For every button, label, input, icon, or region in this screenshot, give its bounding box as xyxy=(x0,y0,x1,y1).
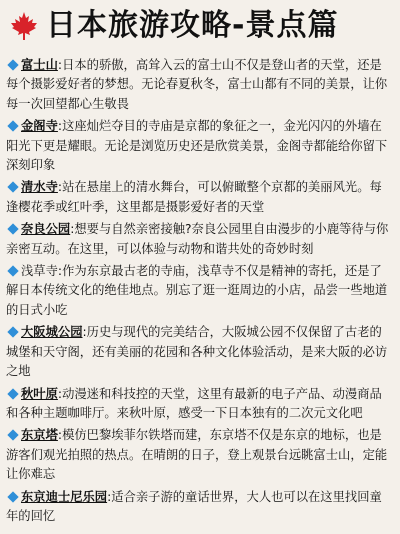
attraction-name-link: 浅草寺 xyxy=(21,264,58,279)
attraction-description: 历史与现代的完美结合，大阪城公园不仅保留了古老的城堡和天守阁，还有美丽的花园和各种文化体验活动，是来大阪的必访之地 xyxy=(6,325,388,379)
page-title: 日本旅游攻略-景点篇 xyxy=(46,8,339,43)
list-item xyxy=(6,426,394,484)
list-item xyxy=(6,220,394,259)
attraction-name-link[interactable]: 清水寺 xyxy=(21,180,58,195)
attraction-description: 动漫迷和科技控的天堂，这里有最新的电子产品、动漫商品和各种主题咖啡厅。来秋叶原，感受一下日本独有的二次元文化吧 xyxy=(6,386,382,420)
separator-colon: : xyxy=(107,489,112,504)
attraction-list xyxy=(0,52,400,526)
bullet-diamond-icon xyxy=(7,224,18,235)
bullet-diamond-icon xyxy=(7,265,18,276)
attraction-name-link[interactable]: 东京塔 xyxy=(21,428,58,443)
bullet-diamond-icon xyxy=(7,182,18,193)
header xyxy=(0,0,400,52)
attraction-description: 适合亲子游的童话世界，大人也可以在这里找回童年的回忆 xyxy=(6,489,382,523)
list-item xyxy=(6,178,394,217)
separator-colon: : xyxy=(70,222,75,237)
attraction-description: 站在悬崖上的清水舞台，可以俯瞰整个京都的美丽风光。每逢樱花季或红叶季，这里都是摄影爱好者的天堂 xyxy=(6,180,382,214)
attraction-name-link[interactable]: 秋叶原 xyxy=(21,386,58,401)
attraction-description: 这座灿烂夺目的寺庙是京都的象征之一，金光闪闪的外墙在阳光下更是耀眼。无论是浏览历史还是欣赏美景，金阁寺都能给你留下深刻印象 xyxy=(6,119,388,173)
bullet-diamond-icon xyxy=(7,327,18,338)
attraction-name-link[interactable]: 大阪城公园 xyxy=(21,325,83,340)
attraction-description: 想要与自然亲密接触?奈良公园里自由漫步的小鹿等待与你亲密互动。在这里，可以体验与动物和谐共处的奇妙时刻 xyxy=(6,222,389,256)
list-item xyxy=(6,117,394,175)
separator-colon: : xyxy=(57,119,63,134)
attraction-name-link[interactable]: 金阁寺 xyxy=(21,119,58,134)
attraction-description: 日本的骄傲，高耸入云的富士山不仅是登山者的天堂，还是每个摄影爱好者的梦想。无论春夏秋冬，富士山都有不同的美景，让你每一次回望都心生敬畏 xyxy=(6,58,388,111)
attraction-name-link[interactable]: 奈良公园 xyxy=(21,222,71,237)
separator-colon: : xyxy=(57,386,63,401)
separator-colon: : xyxy=(57,58,63,72)
list-item xyxy=(6,262,394,320)
bullet-diamond-icon xyxy=(7,388,18,399)
attraction-description: 作为东京最古老的寺庙，浅草寺不仅是精神的寄托，还是了解日本传统文化的绝佳地点。别忘了逛一逛周边的小店，品尝一些地道的日式小吃 xyxy=(6,264,388,317)
separator-colon: : xyxy=(57,180,63,195)
bullet-diamond-icon xyxy=(7,491,18,502)
attraction-description: 模仿巴黎埃菲尔铁塔而建，东京塔不仅是东京的地标，也是游客们观光拍照的热点。在晴朗的日子，登上观景台远眺富士山，定能让你难忘 xyxy=(6,428,388,482)
list-item xyxy=(6,488,394,527)
list-item xyxy=(6,56,394,114)
separator-colon: : xyxy=(57,428,63,443)
attraction-name-link[interactable]: 东京迪士尼乐园 xyxy=(21,489,108,504)
separator-colon: : xyxy=(57,264,63,279)
bullet-diamond-icon xyxy=(7,121,18,132)
maple-leaf-icon xyxy=(8,10,40,42)
attraction-name-link[interactable]: 富士山 xyxy=(21,58,58,72)
separator-colon: : xyxy=(82,325,87,340)
list-item xyxy=(6,323,394,381)
bullet-diamond-icon xyxy=(7,59,18,70)
list-item xyxy=(6,385,394,424)
bullet-diamond-icon xyxy=(7,430,18,441)
